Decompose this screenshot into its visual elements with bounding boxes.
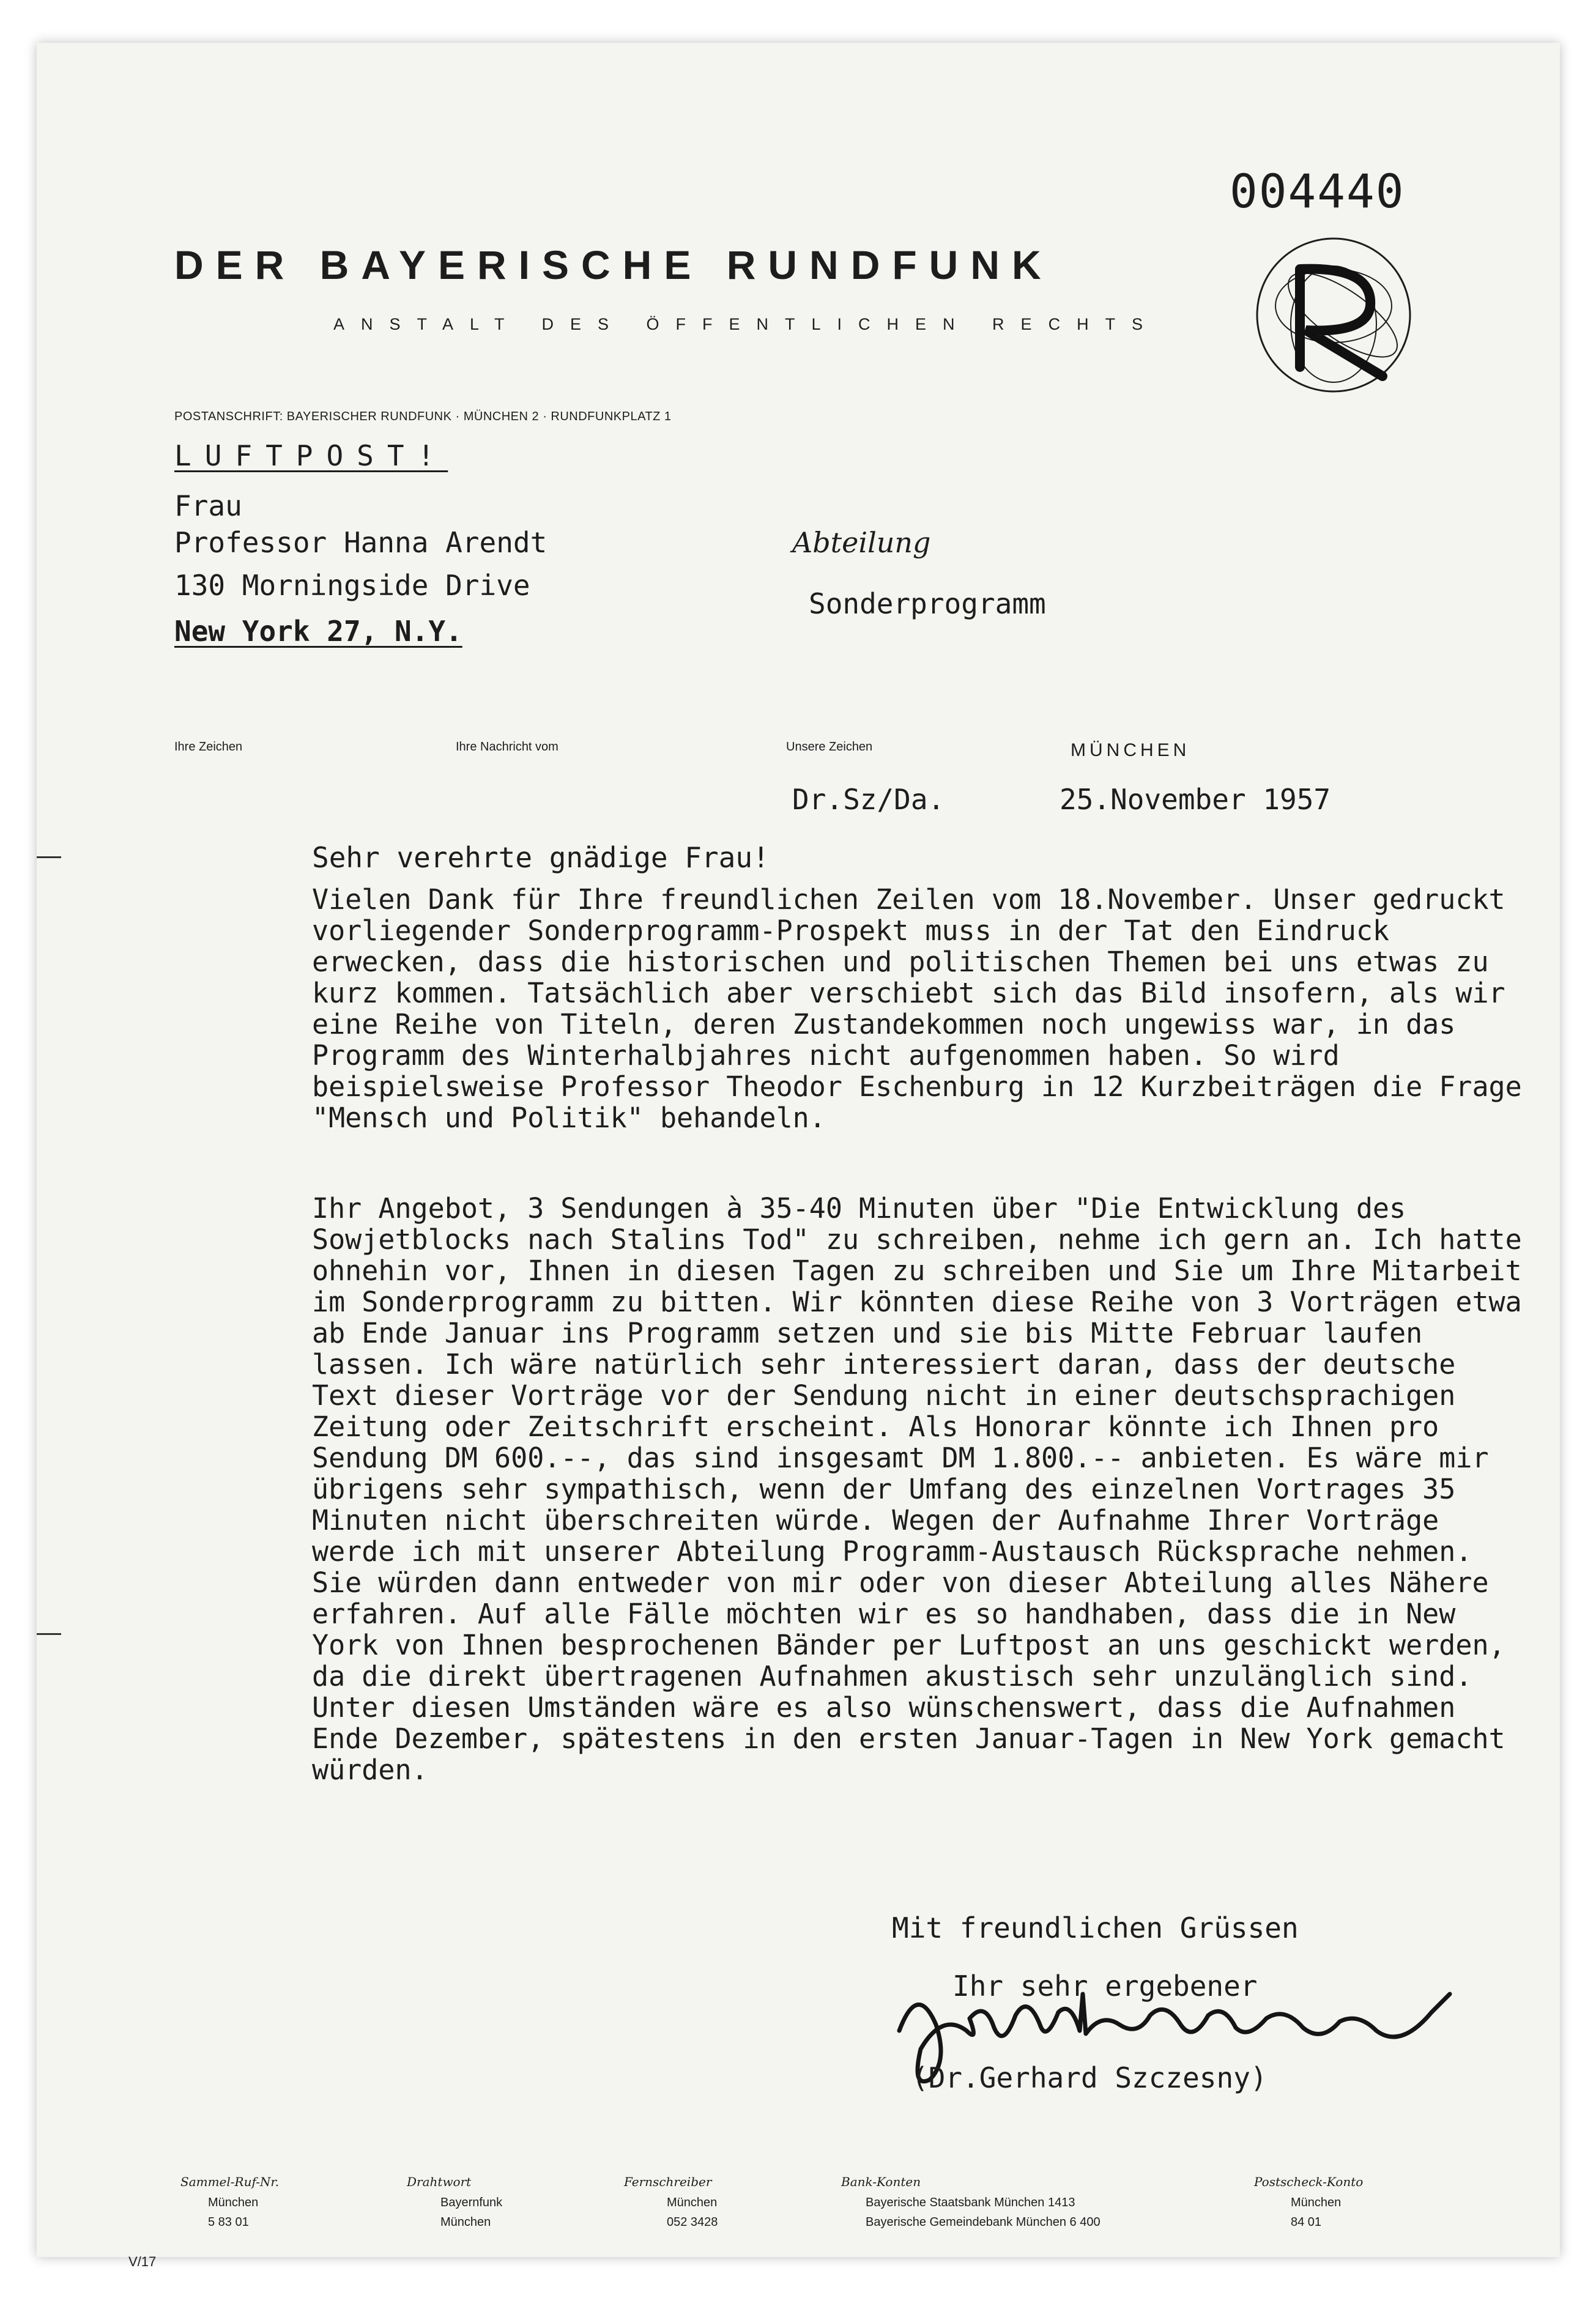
footer-value: Bayernfunk	[440, 2196, 503, 2209]
footer-value: 5 83 01	[208, 2215, 249, 2229]
footer-value: 84 01	[1291, 2215, 1322, 2229]
fold-mark	[37, 856, 61, 858]
postal-address: POSTANSCHRIFT: BAYERISCHER RUNDFUNK · MÜNCHEN 2 · RUNDFUNKPLATZ 1	[174, 410, 672, 423]
body-paragraph: Ihr Angebot, 3 Sendungen à 35-40 Minuten über "Die Entwicklung des Sowjetblocks nach Stalins Tod" zu schreiben, nehme ich gern an. Ich hatte ohnehin vor, Ihnen in diesen Tagen zu schreiben und Sie um Ihre Mitarbeit im Sonderprogramm zu bitten. Wir könnten diese Reihe von 3 Vorträgen etwa ab Ende Januar ins Programm setzen und sie bis Mitte Februar laufen lassen. Ich wäre natürlich sehr interessiert daran, dass der deutsche Text dieser Vorträge vor der Sendung nicht in einer deutschsprachigen Zeitung oder Zeitschrift erscheint. Als Honorar könnte ich Ihnen pro Sendung DM 600.--, das sind insgesamt DM 1.800.-- anbieten. Es wäre mir übrigens sehr sympathisch, wenn der Umfang des einzelnen Vortrages 35 Minuten nicht überschreiten würde. Wegen der Aufnahme Ihrer Vorträge werde ich mit unserer Abteilung Programm-Austausch Rücksprache nehmen. Sie würden dann entweder von mir oder von dieser Abteilung alles Nähere erfahren. Auf alle Fälle möchten wir es so handhaben, dass die in New York von Ihnen besprochenen Bänder per Luftpost an uns geschickt werden, da die direkt übertragenen Aufnahmen akustisch sehr unzulänglich sind. Unter diesen Umständen wäre es also wünschenswert, dass die Aufnahmen Ende Dezember, spätestens in den ersten Januar-Tagen in New York gemacht würden.	[312, 1192, 1522, 1786]
footer-head-postcheck: Postscheck-Konto	[1254, 2174, 1364, 2189]
your-ref-label: Ihre Zeichen	[174, 740, 243, 754]
footer-value: München	[1291, 2196, 1342, 2209]
recipient-line: 130 Morningside Drive	[174, 569, 530, 602]
our-ref-label: Unsere Zeichen	[786, 740, 873, 754]
recipient-line: Frau	[174, 489, 242, 522]
footer-value: Bayerische Gemeindebank München 6 400	[866, 2215, 1100, 2229]
fold-mark	[37, 1633, 61, 1635]
footer-head-telex: Fernschreiber	[624, 2174, 712, 2189]
signer-name: (Dr.Gerhard Szczesny)	[911, 2061, 1268, 2094]
department-value: Sonderprogramm	[809, 587, 1046, 620]
organization-name: DER BAYERISCHE RUNDFUNK	[174, 242, 1053, 287]
recipient-line: New York 27, N.Y.	[174, 615, 462, 648]
archive-number: 004440	[1230, 164, 1405, 218]
airmail-note: LUFTPOST!	[174, 439, 448, 472]
city-label: MÜNCHEN	[1071, 740, 1190, 760]
form-code: V/17	[128, 2254, 157, 2269]
letter-page	[37, 43, 1560, 2269]
footer-value: München	[667, 2196, 718, 2209]
footer-value: München	[208, 2196, 259, 2209]
body-paragraph: Vielen Dank für Ihre freundlichen Zeilen vom 18.November. Unser gedruckt vorliegender Sonderprogramm-Prospekt muss in der Tat den Eindruck erwecken, dass die historischen und politischen Themen bei uns etwas zu kurz kommen. Tatsächlich aber verschiebt sich das Bild insofern, als wir eine Reihe von Titeln, deren Zustandekommen noch ungewiss war, in das Programm des Winterhalbjahres nicht aufgenommen haben. So wird beispielsweise Professor Theodor Eschenburg in 12 Kurzbeiträgen die Frage "Mensch und Politik" behandeln.	[312, 883, 1522, 1134]
footer-value: Bayerische Staatsbank München 1413	[866, 2196, 1075, 2209]
salutation: Sehr verehrte gnädige Frau!	[312, 841, 770, 874]
footer-head-telegram: Drahtwort	[407, 2174, 472, 2189]
closing-phrase: Ihr sehr ergebener	[952, 1970, 1258, 2003]
footer-value: München	[440, 2215, 491, 2229]
footer-head-phone: Sammel-Ruf-Nr.	[180, 2174, 280, 2189]
our-ref-value: Dr.Sz/Da.	[792, 783, 945, 816]
recipient-line: Professor Hanna Arendt	[174, 526, 547, 559]
br-logo-icon	[1251, 232, 1416, 398]
footer-head-bank: Bank-Konten	[841, 2174, 921, 2189]
your-message-label: Ihre Nachricht vom	[456, 740, 559, 754]
letter-date: 25.November 1957	[1060, 783, 1331, 816]
footer-value: 052 3428	[667, 2215, 718, 2229]
closing: Mit freundlichen Grüssen	[892, 1911, 1299, 1944]
organization-subtitle: ANSTALT DES ÖFFENTLICHEN RECHTS	[333, 315, 1160, 333]
department-label: Abteilung	[792, 526, 931, 559]
